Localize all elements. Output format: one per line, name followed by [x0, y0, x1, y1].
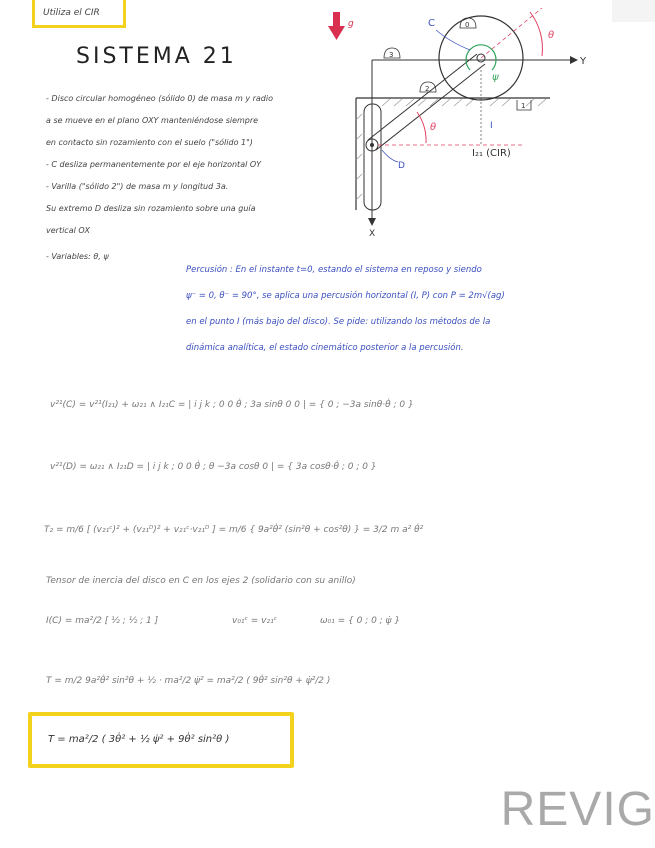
percussion-statement — [186, 257, 606, 361]
note-text: Utiliza el CIR — [43, 8, 100, 18]
equation-vC0: v₀₁ᶜ = v₂₁ᶜ — [232, 616, 278, 626]
svg-text:2: 2 — [425, 85, 430, 93]
note-box — [32, 0, 126, 28]
equation-vD: v²¹(D) = ω₂₁ ∧ I₂₁D = | i j k ; 0 0 θ̇ ; θ −3a cosθ 0 | = { 3a cosθ·θ̇ ; 0 ; 0 } — [50, 462, 377, 472]
description-line: Su extremo D desliza sin rozamiento sobre una guía — [46, 204, 256, 213]
description-line: - Disco circular homogéneo (sólido 0) de masa m y radio — [46, 94, 273, 103]
svg-text:g: g — [348, 19, 354, 29]
svg-text:ψ: ψ — [492, 72, 499, 83]
percussion-line: Percusión : En el instante t=0, estando el sistema en reposo y siendo — [186, 265, 482, 275]
description-line: - Varilla ("sólido 2") de masa m y longitud 3a. — [46, 182, 229, 191]
final-result-box — [28, 712, 294, 768]
description-line: - C desliza permanentemente por el eje horizontal OY — [46, 160, 262, 169]
svg-text:θ: θ — [430, 122, 437, 133]
mechanism-diagram — [320, 0, 620, 240]
final-equation: T = ma²/2 ( 3θ̇² + ½ ψ̇² + 9θ̇² sin²θ ) — [48, 734, 230, 745]
equation-T2: T₂ = m/6 [ (v₂₁ᶜ)² + (v₂₁ᴰ)² + v₂₁ᶜ·v₂₁ᴰ ] = m/6 { 9a²θ̇² (sin²θ + cos²θ) } = 3/2 m a² θ̇² — [44, 525, 424, 535]
svg-text:0: 0 — [465, 21, 470, 29]
equation-omega: ω₀₁ = { 0 ; 0 ; ψ̇ } — [320, 616, 401, 626]
description-line: vertical OX — [46, 226, 90, 235]
svg-text:C: C — [428, 18, 435, 29]
svg-text:Y: Y — [580, 56, 587, 67]
description-line: a se mueve en el plano OXY manteniéndose siempre — [46, 116, 259, 125]
percussion-line: en el punto I (más bajo del disco). Se pide: utilizando los métodos de la — [186, 317, 491, 327]
description-line: - Variables: θ, ψ — [46, 252, 109, 261]
percussion-line: ψ⁻ = 0, θ⁻ = 90°, se aplica una percusión horizontal (I, P) con P = 2m√(ag) — [186, 291, 505, 301]
svg-text:1: 1 — [521, 102, 526, 110]
svg-text:I₂₁ (CIR): I₂₁ (CIR) — [472, 148, 511, 159]
page-title: SISTEMA 21 — [76, 44, 237, 69]
watermark: REVIG — [500, 783, 655, 836]
description — [46, 88, 346, 268]
equation-vC: v²¹(C) = v²¹(I₂₁) + ω₂₁ ∧ I₂₁C = | i j k ; 0 0 θ̇ ; 3a sinθ 0 0 | = { 0 ; −3a sinθ·θ̇ ; 0 } — [50, 400, 414, 410]
svg-text:3: 3 — [389, 51, 394, 59]
svg-text:θ: θ — [548, 30, 555, 41]
description-line: en contacto sin rozamiento con el suelo ("sólido 1") — [46, 138, 253, 147]
svg-text:I: I — [490, 121, 493, 131]
percussion-line: dinámica analítica, el estado cinemático posterior a la percusión. — [186, 343, 464, 353]
svg-text:X: X — [369, 229, 376, 239]
equation-T-sum: T = m/2 9a²θ̇² sin²θ + ½ · ma²/2 ψ̇² = ma²/2 ( 9θ̇² sin²θ + ψ̇²/2 ) — [46, 676, 331, 686]
gravity-arrow-icon — [328, 12, 354, 40]
equation-inertia: I(C) = ma²/2 [ ½ ; ½ ; 1 ] — [46, 616, 159, 626]
svg-text:D: D — [398, 161, 405, 171]
inertia-caption: Tensor de inercia del disco en C en los ejes 2 (solidario con su anillo) — [46, 576, 356, 586]
